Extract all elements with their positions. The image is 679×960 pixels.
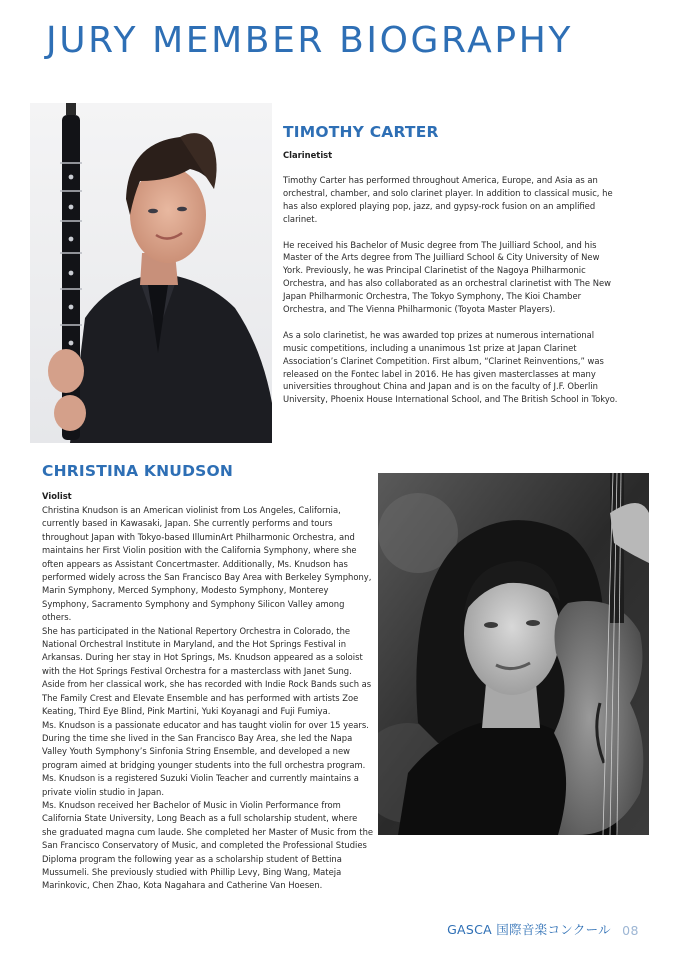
- timothy-carter-photo: [30, 103, 272, 443]
- page-number: 08: [622, 923, 639, 938]
- juror-role-timothy-carter: Clarinetist: [283, 150, 333, 160]
- clarinetist-portrait-image: [30, 103, 272, 443]
- bio-paragraph: Ms. Knudson received her Bachelor of Music in Violin Performance from California State University, Long Beach as a full scholarship student, where she graduated magna cum laude. She completed her Master of Music from the San Francisco Conservatory of Music, and completed the Professional Studies Diploma program the following year as a scholarship student of Bettina Mussumeli. She previously studied with Phillip Levy, Bing Wang, Mateja Marinkovic, Chen Zhao, Kota Nagahara and Catherine Van Hoesen.: [42, 799, 374, 891]
- juror-bio-christina-knudson: [42, 504, 374, 893]
- bio-paragraph: As a solo clarinetist, he was awarded top prizes at numerous international music competitions, including a unanimous 1st prize at Japan Clarinet Association’s Clarinet Competition. First album, “Clarinet Reinventions,” was released on the Fontec label in 2016. He has given masterclasses at many universities throughout China and Japan and is on the faculty of J.F. Oberlin University, Phoenix House International School, and The British School in Tokyo.: [283, 329, 618, 405]
- bio-paragraph: Christina Knudson is an American violinist from Los Angeles, California, currently based in Kawasaki, Japan. She currently performs and tours throughout Japan with Tokyo-based IlluminArt Philharmonic Orchestra, and maintains her First Violin position with the California Symphony, where she often appears as Assistant Concertmaster. Additionally, Ms. Knudson has performed widely across the San Francisco Bay Area with Berkeley Symphony, Marin Symphony, Merced Symphony, Modesto Symphony, Monterey Symphony, Sacramento Symphony and Symphony Silicon Valley among others.: [42, 505, 372, 623]
- juror-bio-timothy-carter: [283, 174, 619, 419]
- footer-brand: GASCA 国際音楽コンクール: [447, 922, 611, 937]
- page-title: JURY MEMBER BIOGRAPHY: [46, 20, 573, 61]
- bio-paragraph: He received his Bachelor of Music degree from The Juilliard School, and his Master of the Arts degree from The Juilliard School & City University of New York. Previously, he was Principal Clarinetist of the Nagoya Philharmonic Orchestra, and has also collaborated as an orchestral clarinetist with The New Japan Philharmonic Orchestra, The Tokyo Symphony, The Kioi Chamber Orchestra, and The Vienna Philharmonic (Toyota Master Players).: [283, 239, 611, 315]
- juror-role-christina-knudson: Violist: [42, 491, 72, 501]
- juror-name-timothy-carter: TIMOTHY CARTER: [283, 123, 439, 141]
- juror-name-christina-knudson: CHRISTINA KNUDSON: [42, 462, 234, 480]
- bio-paragraph: Timothy Carter has performed throughout America, Europe, and Asia as an orchestral, chamber, and solo clarinet player. In addition to classical music, he has also explored playing pop, jazz, and gypsy-rock fusion on an amplified clarinet.: [283, 175, 613, 224]
- christina-knudson-photo: [378, 473, 649, 835]
- bio-paragraph: Ms. Knudson is a passionate educator and has taught violin for over 15 years. During the time she lived in the San Francisco Bay Area, she led the Napa Valley Youth Symphony’s Sinfonia String Ensemble, and developed a new program aimed at bridging younger students into the full orchestra program. Ms. Knudson is a registered Suzuki Violin Teacher and currently maintains a private violin studio in Japan.: [42, 719, 369, 797]
- violist-portrait-image: [378, 473, 649, 835]
- bio-paragraph: She has participated in the National Repertory Orchestra in Colorado, the National Orchestral Institute in Maryland, and the Hot Springs Festival in Arkansas. During her stay in Hot Springs, Ms. Knudson appeared as a soloist with the Hot Springs Festival Orchestra for a masterclass with Janet Sung. Aside from her classical work, she has recorded with Indie Rock Bands such as The Family Crest and Elevate Ensemble and has performed with artists Zoe Keating, Third Eye Blind, Pink Martini, Yuki Koyanagi and Fuji Fumiya.: [42, 625, 372, 717]
